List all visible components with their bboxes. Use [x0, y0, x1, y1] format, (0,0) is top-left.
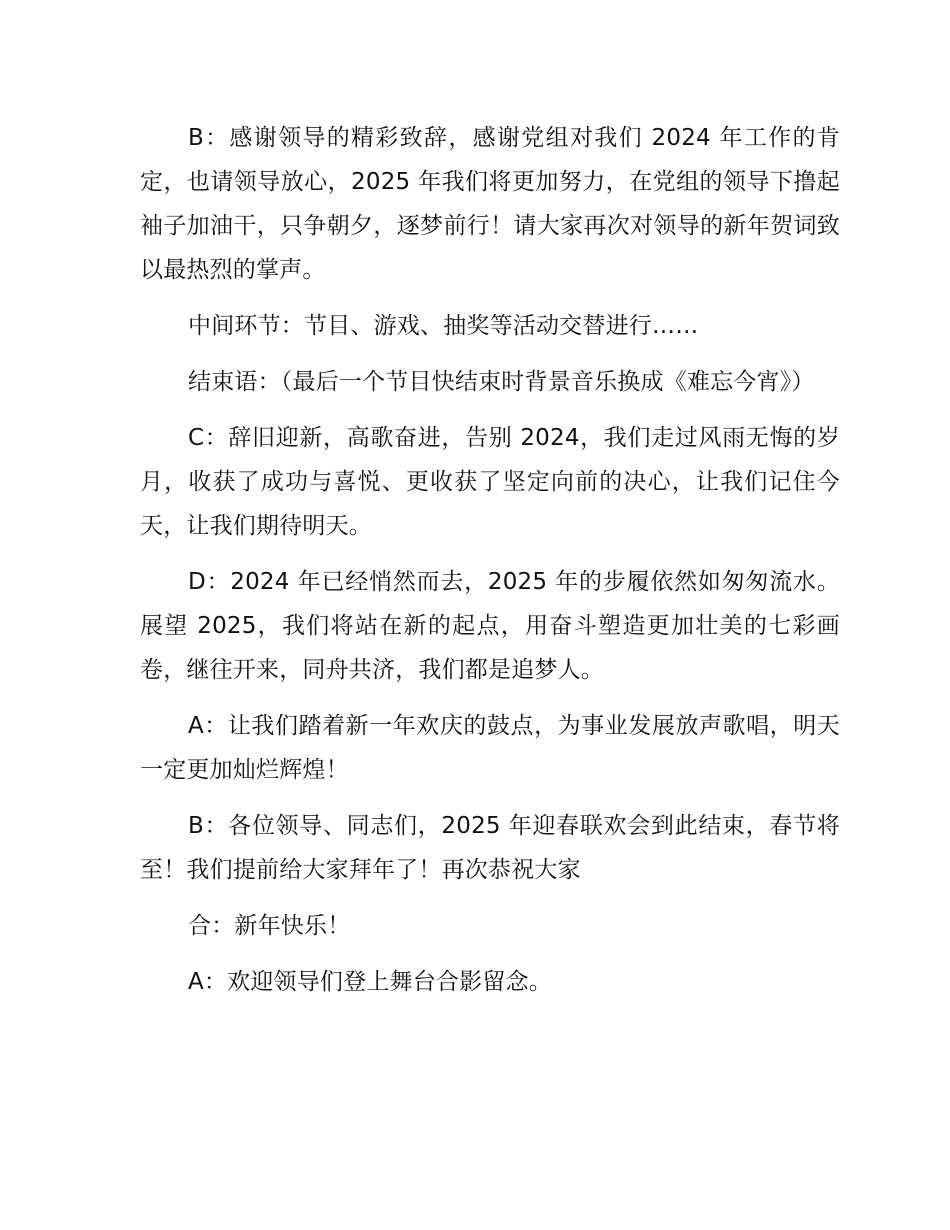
paragraph-middle-segment: 中间环节：节目、游戏、抽奖等活动交替进行…… [188, 313, 699, 339]
paragraph-host-d: D：2024 年已经悄然而去，2025 年的步履依然如匆匆流水。展望 2025，我们将站在新的起点，用奋斗塑造更加壮美的七彩画卷，继往开来，同舟共济，我们都是追梦人。 [140, 569, 840, 683]
document-body [140, 116, 840, 1016]
paragraph-host-c: C：辞旧迎新，高歌奋进，告别 2024，我们走过风雨无悔的岁月，收获了成功与喜悦、更收获了坚定向前的决心，让我们记住今天，让我们期待明天。 [140, 425, 840, 539]
paragraph-all-together: 合：新年快乐！ [188, 913, 351, 939]
paragraph-host-b-thanks: B：感谢领导的精彩致辞，感谢党组对我们 2024 年工作的肯定，也请领导放心，2025 年我们将更加努力，在党组的领导下撸起袖子加油干，只争朝夕，逐梦前行！请大家再次对领导的新年贺词致以最热烈的掌声。 [140, 125, 840, 283]
paragraph-host-a-cheer: A：让我们踏着新一年欢庆的鼓点，为事业发展放声歌唱，明天一定更加灿烂辉煌！ [140, 713, 840, 783]
paragraph-host-b-closing: B：各位领导、同志们，2025 年迎春联欢会到此结束，春节将至！我们提前给大家拜年了！再次恭祝大家 [140, 813, 840, 883]
paragraph-host-a-photo: A：欢迎领导们登上舞台合影留念。 [188, 969, 552, 995]
paragraph-closing-remarks: 结束语：（最后一个节目快结束时背景音乐换成《难忘今宵》） [188, 369, 815, 395]
